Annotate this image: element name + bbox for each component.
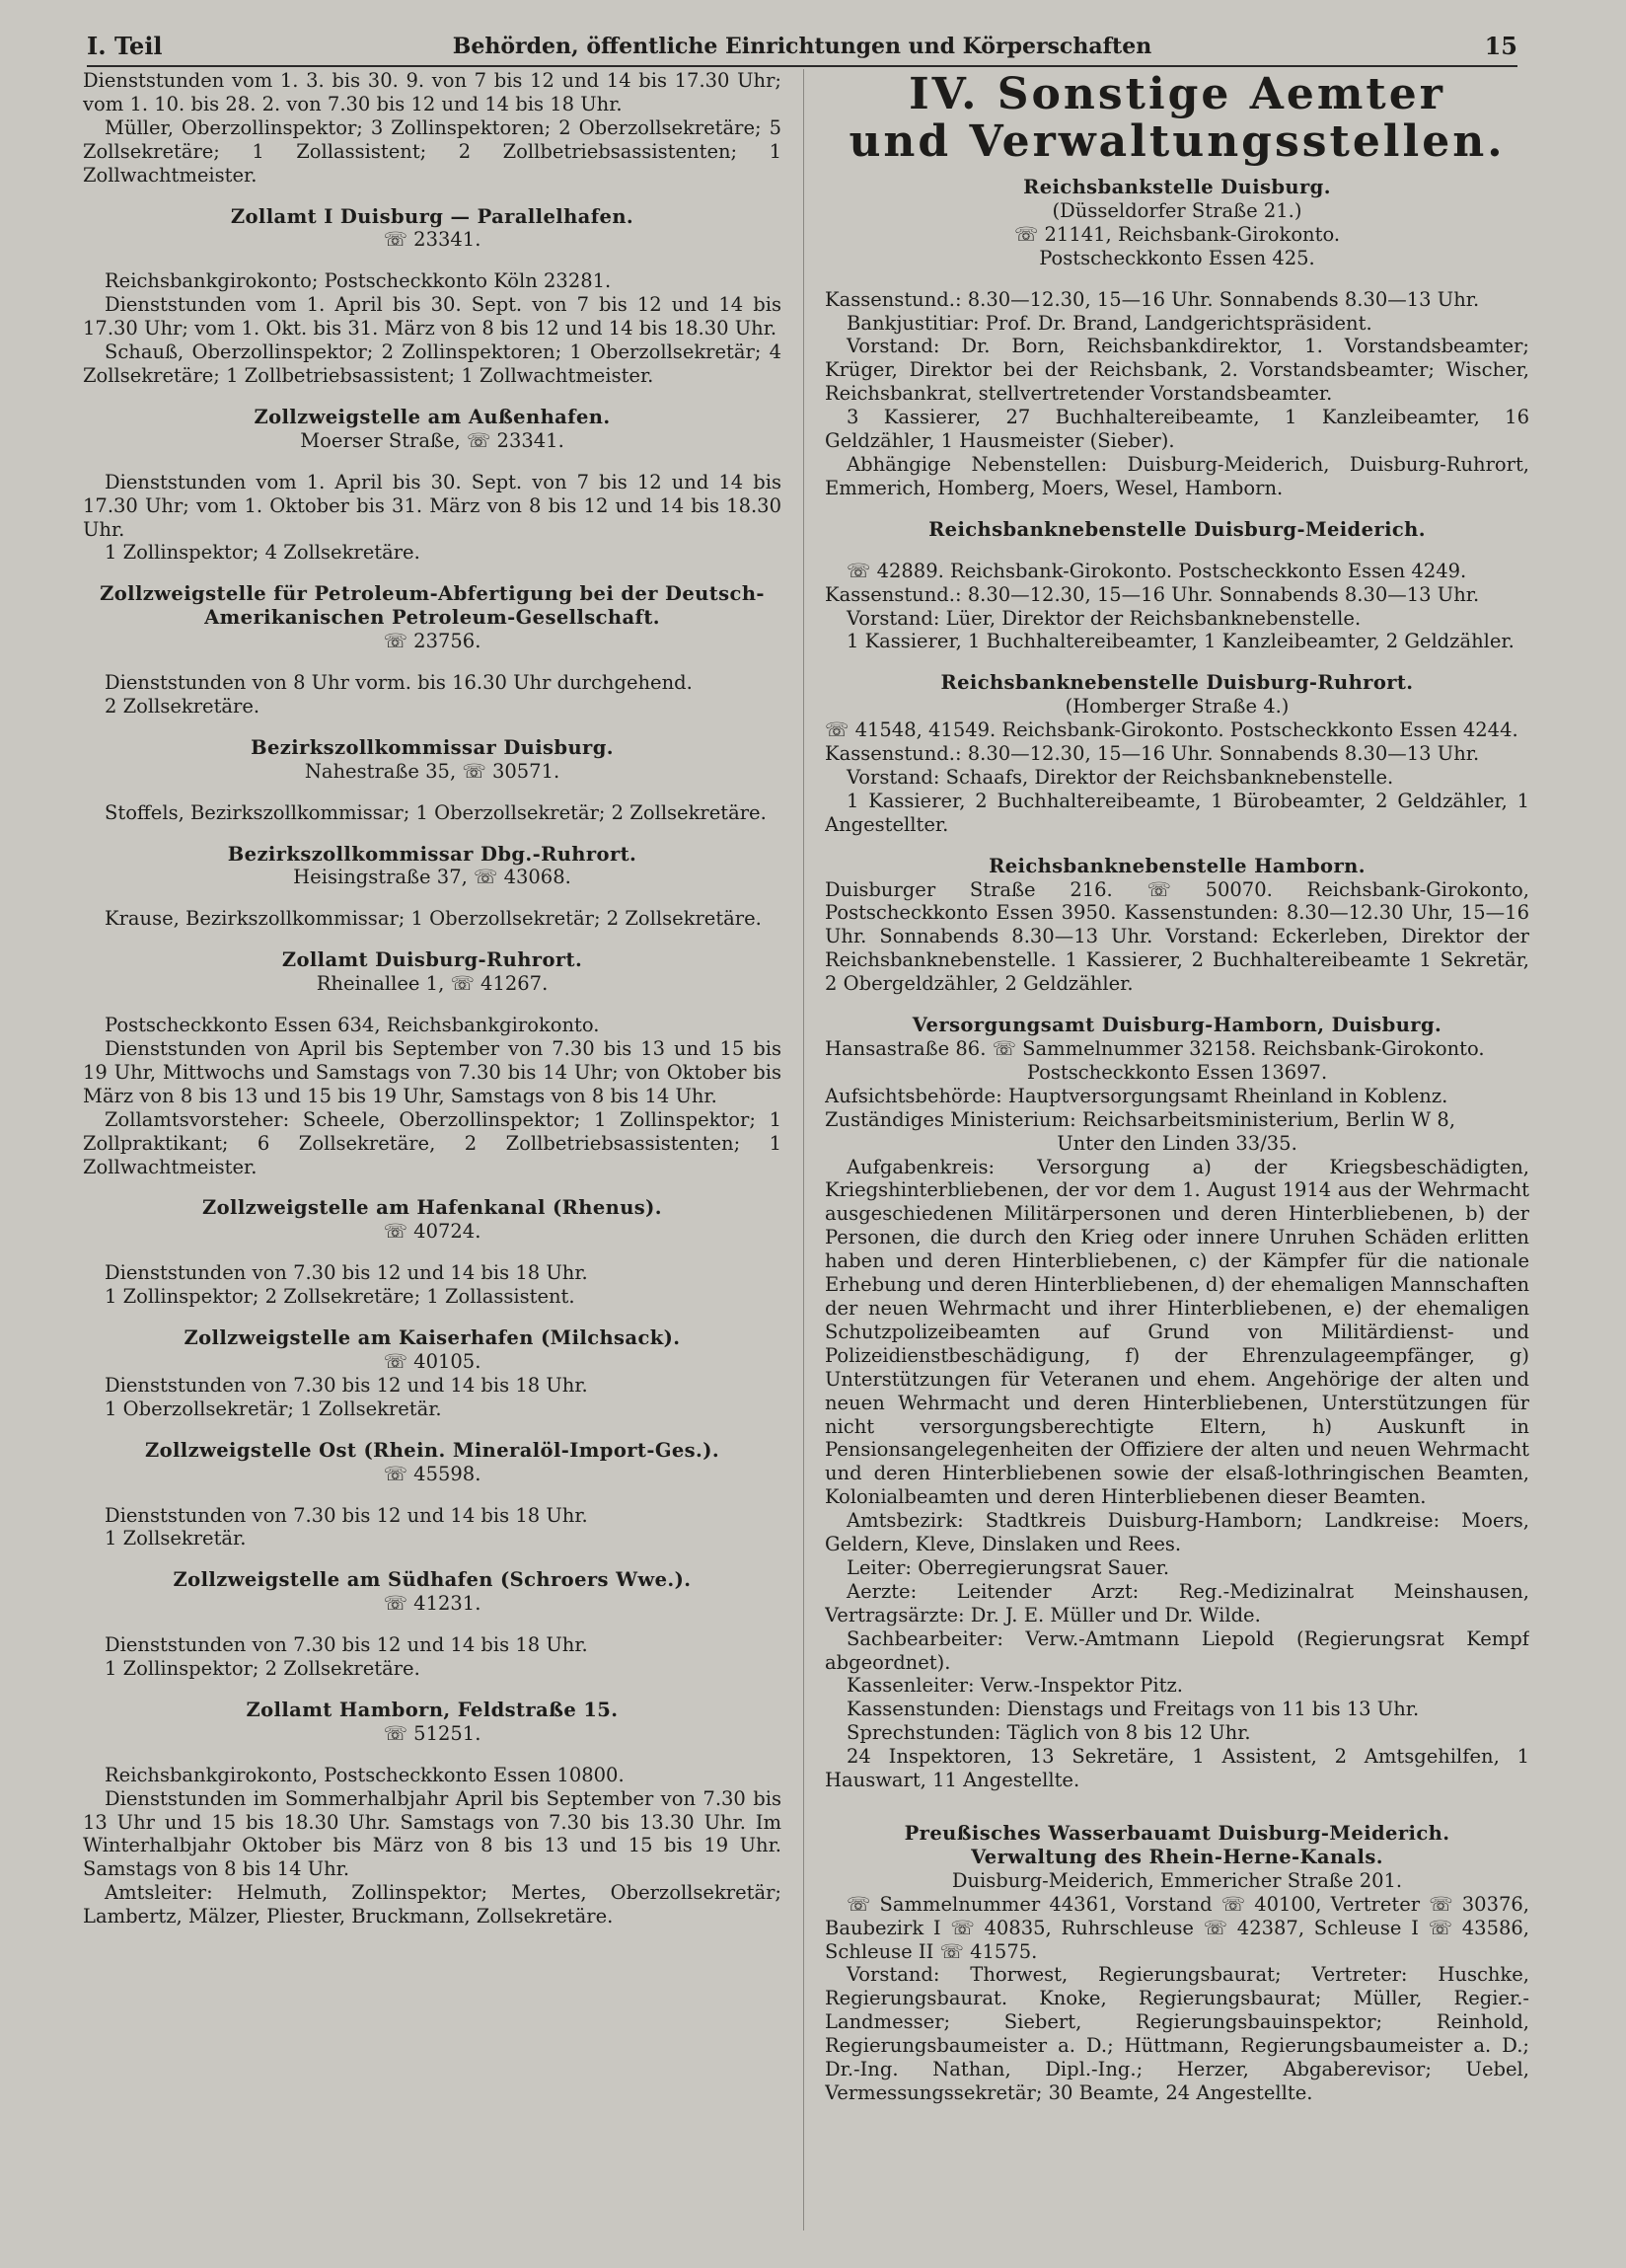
section-heading: Zollzweigstelle für Petroleum-Abfertigung bei der Deutsch-Amerikanischen Petroleum-Gesellschaft. <box>100 582 765 630</box>
address-line: Nahestraße 35, ☏ 30571. <box>304 759 560 783</box>
paragraph: 1 Oberzollsekretär; 1 Zollsekretär. <box>105 1397 442 1420</box>
paragraph: Zollamtsvorsteher: Scheele, Oberzollinspektor; 1 Zollinspektor; 1 Zollpraktikant; 6 Zollsekretäre, 2 Zollbetriebsassistenten; 1 Zollwachtmeister. <box>83 1107 781 1178</box>
paragraph: Dienststunden vom 1. April bis 30. Sept. von 7 bis 12 und 14 bis 17.30 Uhr; vom 1. Okt. bis 31. März von 8 bis 12 und 14 bis 18.30 Uhr. <box>83 293 781 340</box>
paragraph: Abhängige Nebenstellen: Duisburg-Meiderich, Duisburg-Ruhrort, Emmerich, Homberg, Moers, Wesel, Hamborn. <box>825 452 1529 499</box>
phone-line: ☏ 41231. <box>383 1592 481 1616</box>
paragraph: Aerzte: Leitender Arzt: Reg.-Medizinalrat Meinshausen, Vertragsärzte: Dr. J. E. Müller und Dr. Wilde. <box>825 1579 1529 1626</box>
paragraph: Stoffels, Bezirkszollkommissar; 1 Oberzollsekretär; 2 Zollsekretäre. <box>105 800 767 824</box>
address-line: Duisburg-Meiderich, Emmericher Straße 201. <box>951 1868 1403 1892</box>
paragraph: 24 Inspektoren, 13 Sekretäre, 1 Assistent, 2 Amtsgehilfen, 1 Hauswart, 11 Angestellte. <box>825 1745 1529 1792</box>
section-heading: Zollzweigstelle am Südhafen (Schroers Wwe.). <box>173 1568 692 1592</box>
section-heading: Zollamt I Duisburg — Parallelhafen. <box>230 204 634 228</box>
paragraph: Amtsbezirk: Stadtkreis Duisburg-Hamborn; Landkreise: Moers, Geldern, Kleve, Dinslaken und Rees. <box>825 1509 1529 1556</box>
paragraph: Aufgabenkreis: Versorgung a) der Kriegsbeschädigten, Kriegshinterbliebenen, der vor dem 1. August 1914 aus der Wehrmacht ausgeschiedenen Militärpersonen und deren Hinterbliebenen, b) der Personen, die durch den Krieg oder innere Unruhen Schäden erlitten haben und deren Hinterbliebenen, c) der Kämpfer für die nationale Erhebung und deren Hinterbliebenen, d) der ehemaligen Mannschaften der neuen Wehrmacht und ihrer Hinterbliebenen, e) der ehemaligen Schutzpolizeibeamten auf Grund von Militärdienst- und Polizeidienstbeschädigung, f) der Ehrenzulageempfänger, g) Unterstützungen für Veteranen und ehem. Angehörige der alten und neuen Wehrmacht und deren Hinterbliebenen, Unterstützungen für nicht versorgungsberechtigte Eltern, h) Auskunft in Pensionsangelegenheiten der Offiziere der alten und neuen Wehrmacht und deren Hinterbliebenen sowie der elsaß-lothringischen Beamten, Kolonialbeamten und deren Hinterbliebenen dieser Beamten. <box>825 1155 1529 1509</box>
section-heading: Preußisches Wasserbauamt Duisburg-Meiderich. <box>904 1822 1450 1845</box>
section-heading: Bezirkszollkommissar Duisburg. <box>251 735 614 759</box>
paragraph: Reichsbankgirokonto; Postscheckkonto Köln 23281. <box>105 269 612 293</box>
address-line: Heisingstraße 37, ☏ 43068. <box>293 866 571 889</box>
paragraph: Dienststunden von 7.30 bis 12 und 14 bis 18 Uhr. <box>105 1373 588 1397</box>
paragraph: Dienststunden von 7.30 bis 12 und 14 bis 18 Uhr. <box>105 1503 588 1527</box>
paragraph: Vorstand: Schaafs, Direktor der Reichsbanknebenstelle. <box>847 765 1394 789</box>
paragraph: Dienststunden von 7.30 bis 12 und 14 bis 18 Uhr. <box>105 1261 588 1285</box>
paragraph: Dienststunden vom 1. 3. bis 30. 9. von 7 bis 12 und 14 bis 17.30 Uhr; vom 1. 10. bis 28. 2. von 7.30 bis 12 und 14 bis 18 Uhr. <box>83 69 781 115</box>
phone-line: ☏ 23341. <box>383 228 481 252</box>
paragraph: Dienststunden von 7.30 bis 12 und 14 bis 18 Uhr. <box>105 1633 588 1657</box>
paragraph: 1 Zollinspektor; 4 Zollsekretäre. <box>105 541 420 565</box>
paragraph: Hansastraße 86. ☏ Sammelnummer 32158. Reichsbank-Girokonto. <box>825 1037 1485 1060</box>
phone-line: ☏ 40724. <box>383 1220 481 1244</box>
header-part: I. Teil <box>87 32 163 60</box>
account-line: Postscheckkonto Essen 13697. <box>1026 1060 1328 1084</box>
section-heading: Zollzweigstelle Ost (Rhein. Mineralöl-Import-Ges.). <box>144 1438 720 1462</box>
section-heading: Zollzweigstelle am Kaiserhafen (Milchsack). <box>184 1326 681 1350</box>
chapter-heading-line-2: und Verwaltungsstellen. <box>849 116 1506 167</box>
address-line: Rheinallee 1, ☏ 41267. <box>316 972 549 996</box>
page-header <box>87 30 1517 67</box>
section-heading: Zollamt Duisburg-Ruhrort. <box>281 948 583 972</box>
address-line: Moerser Straße, ☏ 23341. <box>300 428 564 452</box>
paragraph: 1 Zollinspektor; 2 Zollsekretäre. <box>105 1657 420 1681</box>
address-line: (Homberger Straße 4.) <box>1065 695 1290 718</box>
paragraph: Sprechstunden: Täglich von 8 bis 12 Uhr. <box>847 1721 1251 1745</box>
paragraph: Schauß, Oberzollinspektor; 2 Zollinspektoren; 1 Oberzollsekretär; 4 Zollsekretäre; 1 Zollbetriebsassistent; 1 Zollwachtmeister. <box>83 340 781 387</box>
section-heading: Zollzweigstelle am Hafenkanal (Rhenus). <box>202 1196 662 1220</box>
phone-line: ☏ 51251. <box>383 1721 481 1745</box>
section-heading: Reichsbanknebenstelle Hamborn. <box>989 854 1366 877</box>
phone-line: ☏ 40105. <box>383 1349 481 1373</box>
section-heading: Zollzweigstelle am Außenhafen. <box>254 405 611 428</box>
column-divider <box>803 69 804 2230</box>
paragraph: ☏ Sammelnummer 44361, Vorstand ☏ 40100, Vertreter ☏ 30376, Baubezirk I ☏ 40835, Ruhrschleuse ☏ 42387, Schleuse I ☏ 43586, Schleuse II ☏ 41575. <box>825 1892 1529 1963</box>
paragraph: 1 Zollinspektor; 2 Zollsekretäre; 1 Zollassistent. <box>105 1285 575 1309</box>
paragraph: Kassenstund.: 8.30—12.30, 15—16 Uhr. Sonnabends 8.30—13 Uhr. <box>825 742 1480 766</box>
paragraph: 2 Zollsekretäre. <box>105 694 260 718</box>
paragraph: Leiter: Oberregierungsrat Sauer. <box>847 1555 1170 1579</box>
chapter-heading <box>825 71 1529 166</box>
paragraph: Müller, Oberzollinspektor; 3 Zollinspektoren; 2 Oberzollsekretäre; 5 Zollsekretäre; 1 Zollassistent; 2 Zollbetriebsassistenten; 1 Zollwachtmeister. <box>83 115 781 187</box>
address-line: (Düsseldorfer Straße 21.) <box>1052 198 1302 222</box>
paragraph: Vorstand: Thorwest, Regierungsbaurat; Vertreter: Huschke, Regierungsbaurat. Knoke, Regierungsbaurat; Müller, Regier.-Landmesser; Siebert, Regierungsbauinspektor; Reinhold, Regierungsbaumeister a. D.; Hüttmann, Regierungsbaumeister a. D.; Dr.-Ing. Nathan, Dipl.-Ing.; Herzer, Abgaberevisor; Uebel, Vermessungssekretär; 30 Beamte, 24 Angestellte. <box>825 1963 1529 2104</box>
paragraph: 1 Zollsekretär. <box>105 1527 247 1550</box>
section-heading: Reichsbankstelle Duisburg. <box>1023 176 1331 198</box>
phone-line: ☏ 21141, Reichsbank-Girokonto. <box>1013 222 1341 246</box>
address-line: Unter den Linden 33/35. <box>1057 1131 1297 1155</box>
paragraph: ☏ 42889. Reichsbank-Girokonto. Postscheckkonto Essen 4249. <box>847 559 1467 582</box>
phone-line: ☏ 45598. <box>383 1462 481 1485</box>
paragraph: Duisburger Straße 216. ☏ 50070. Reichsbank-Girokonto, Postscheckkonto Essen 3950. Kassenstunden: 8.30—12.30 Uhr, 15—16 Uhr. Sonnabends 8.30—13 Uhr. Vorstand: Eckerleben, Direktor der Reichsbanknebenstelle. 1 Kassierer, 2 Buchhaltereibeamte 1 Sekretär, 2 Obergeldzähler, 2 Geldzähler. <box>825 877 1529 996</box>
section-heading: Zollamt Hamborn, Feldstraße 15. <box>246 1698 619 1721</box>
paragraph: Dienststunden von 8 Uhr vorm. bis 16.30 Uhr durchgehend. <box>105 671 693 695</box>
header-title: Behörden, öffentliche Einrichtungen und Körperschaften <box>452 34 1152 59</box>
paragraph: Vorstand: Lüer, Direktor der Reichsbanknebenstelle. <box>847 606 1362 630</box>
paragraph: Bankjustitiar: Prof. Dr. Brand, Landgerichtspräsident. <box>847 311 1372 335</box>
paragraph: Vorstand: Dr. Born, Reichsbankdirektor, 1. Vorstandsbeamter; Krüger, Direktor bei der Reichsbank, 2. Vorstandsbeamter; Wischer, Reichsbankrat, stellvertretender Vorstandsbeamter. <box>825 335 1529 406</box>
paragraph: 1 Kassierer, 2 Buchhaltereibeamte, 1 Bürobeamter, 2 Geldzähler, 1 Angestellter. <box>825 789 1529 836</box>
paragraph: Kassenleiter: Verw.-Inspektor Pitz. <box>847 1674 1183 1698</box>
paragraph: Aufsichtsbehörde: Hauptversorgungsamt Rheinland in Koblenz. <box>825 1084 1448 1107</box>
paragraph: Dienststunden im Sommerhalbjahr April bis September von 7.30 bis 13 Uhr und 15 bis 18.30 Uhr. Samstags von 7.30 bis 13.30 Uhr. Im Winterhalbjahr Oktober bis März von 8 bis 13 und 15 bis 19 Uhr. Samstags von 8 bis 14 Uhr. <box>83 1786 781 1881</box>
paragraph: Dienststunden von April bis September von 7.30 bis 13 und 15 bis 19 Uhr, Mittwochs und Samstags von 7.30 bis 14 Uhr; von Oktober bis März von 8 bis 13 und 15 bis 19 Uhr, Samstags von 8 bis 14 Uhr. <box>83 1037 781 1107</box>
paragraph: ☏ 41548, 41549. Reichsbank-Girokonto. Postscheckkonto Essen 4244. <box>825 718 1518 742</box>
phone-line: ☏ 23756. <box>383 630 481 653</box>
section-heading: Bezirkszollkommissar Dbg.-Ruhrort. <box>227 842 637 866</box>
paragraph: Krause, Bezirkszollkommissar; 1 Oberzollsekretär; 2 Zollsekretäre. <box>105 907 762 931</box>
section-subheading: Verwaltung des Rhein-Herne-Kanals. <box>971 1845 1383 1868</box>
left-column <box>83 69 781 2230</box>
paragraph: Dienststunden vom 1. April bis 30. Sept. von 7 bis 12 und 14 bis 17.30 Uhr; vom 1. Oktober bis 31. März von 8 bis 12 und 14 bis 18.30 Uhr. <box>83 470 781 541</box>
page-number: 15 <box>1484 32 1517 60</box>
paragraph: 1 Kassierer, 1 Buchhaltereibeamter, 1 Kanzleibeamter, 2 Geldzähler. <box>847 630 1515 653</box>
account-line: Postscheckkonto Essen 425. <box>1039 246 1315 269</box>
paragraph: Postscheckkonto Essen 634, Reichsbankgirokonto. <box>105 1014 600 1037</box>
paragraph: Kassenstund.: 8.30—12.30, 15—16 Uhr. Sonnabends 8.30—13 Uhr. <box>825 287 1480 311</box>
section-heading: Reichsbanknebenstelle Duisburg-Ruhrort. <box>940 671 1414 695</box>
paragraph: 3 Kassierer, 27 Buchhaltereibeamte, 1 Kanzleibeamter, 16 Geldzähler, 1 Hausmeister (Sieber). <box>825 406 1529 453</box>
paragraph: Amtsleiter: Helmuth, Zollinspektor; Mertes, Oberzollsekretär; Lambertz, Mälzer, Pliester, Bruckmann, Zollsekretäre. <box>83 1881 781 1928</box>
paragraph: Zuständiges Ministerium: Reichsarbeitsministerium, Berlin W 8, <box>825 1107 1456 1131</box>
paragraph: Sachbearbeiter: Verw.-Amtmann Liepold (Regierungsrat Kempf abgeordnet). <box>825 1626 1529 1674</box>
chapter-heading-line-1: IV. Sonstige Aemter <box>909 69 1445 119</box>
paragraph: Kassenstund.: 8.30—12.30, 15—16 Uhr. Sonnabends 8.30—13 Uhr. <box>825 582 1480 606</box>
paragraph: Kassenstunden: Dienstags und Freitags von 11 bis 13 Uhr. <box>847 1698 1420 1721</box>
section-heading: Reichsbanknebenstelle Duisburg-Meiderich. <box>928 517 1426 541</box>
section-heading: Versorgungsamt Duisburg-Hamborn, Duisburg. <box>912 1014 1442 1037</box>
paragraph: Reichsbankgirokonto, Postscheckkonto Essen 10800. <box>105 1763 625 1786</box>
right-column <box>825 69 1529 2230</box>
